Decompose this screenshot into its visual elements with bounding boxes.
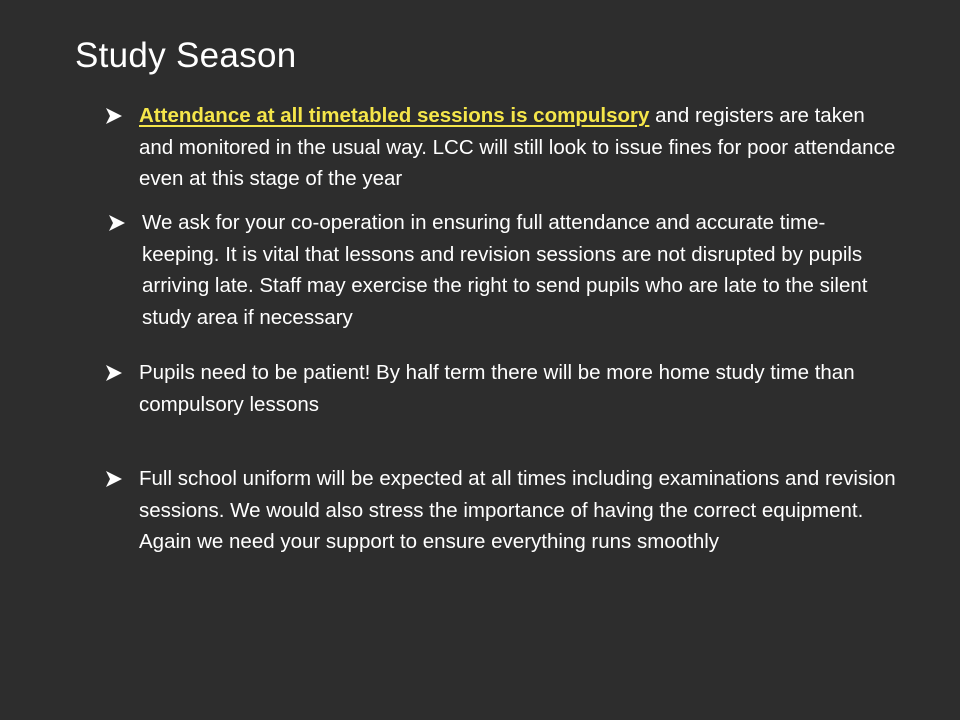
- attendance-compulsory-highlight: Attendance at all timetabled sessions is compulsory: [139, 104, 650, 127]
- arrowhead-bullet-icon: [105, 463, 127, 494]
- bullet-text: Pupils need to be patient! By half term there will be more home study time than compulsory lessons: [139, 361, 855, 416]
- bullet-text: and registers are taken and monitored in the usual way. LCC will still look to issue fines for poor attendance even at this stage of the year: [139, 104, 896, 190]
- bullet-patience: [139, 357, 899, 420]
- slide-title: Study Season: [75, 36, 297, 75]
- bullet-attendance: [139, 100, 899, 195]
- arrowhead-bullet-icon: [105, 100, 127, 131]
- arrowhead-bullet-icon: [108, 207, 130, 238]
- bullet-text: Full school uniform will be expected at all times including examinations and revision sessions. We would also stress the importance of having the correct equipment. Again we need your support to ensure everything runs smoothly: [139, 467, 896, 553]
- bullet-uniform: [139, 463, 899, 558]
- bullet-cooperation: [142, 207, 902, 333]
- bullet-text: We ask for your co-operation in ensuring full attendance and accurate time-keeping. It is vital that lessons and revision sessions are not disrupted by pupils arriving late. Staff may exercise the right to send pupils who are late to the silent study area if necessary: [142, 211, 868, 329]
- arrowhead-bullet-icon: [105, 357, 127, 388]
